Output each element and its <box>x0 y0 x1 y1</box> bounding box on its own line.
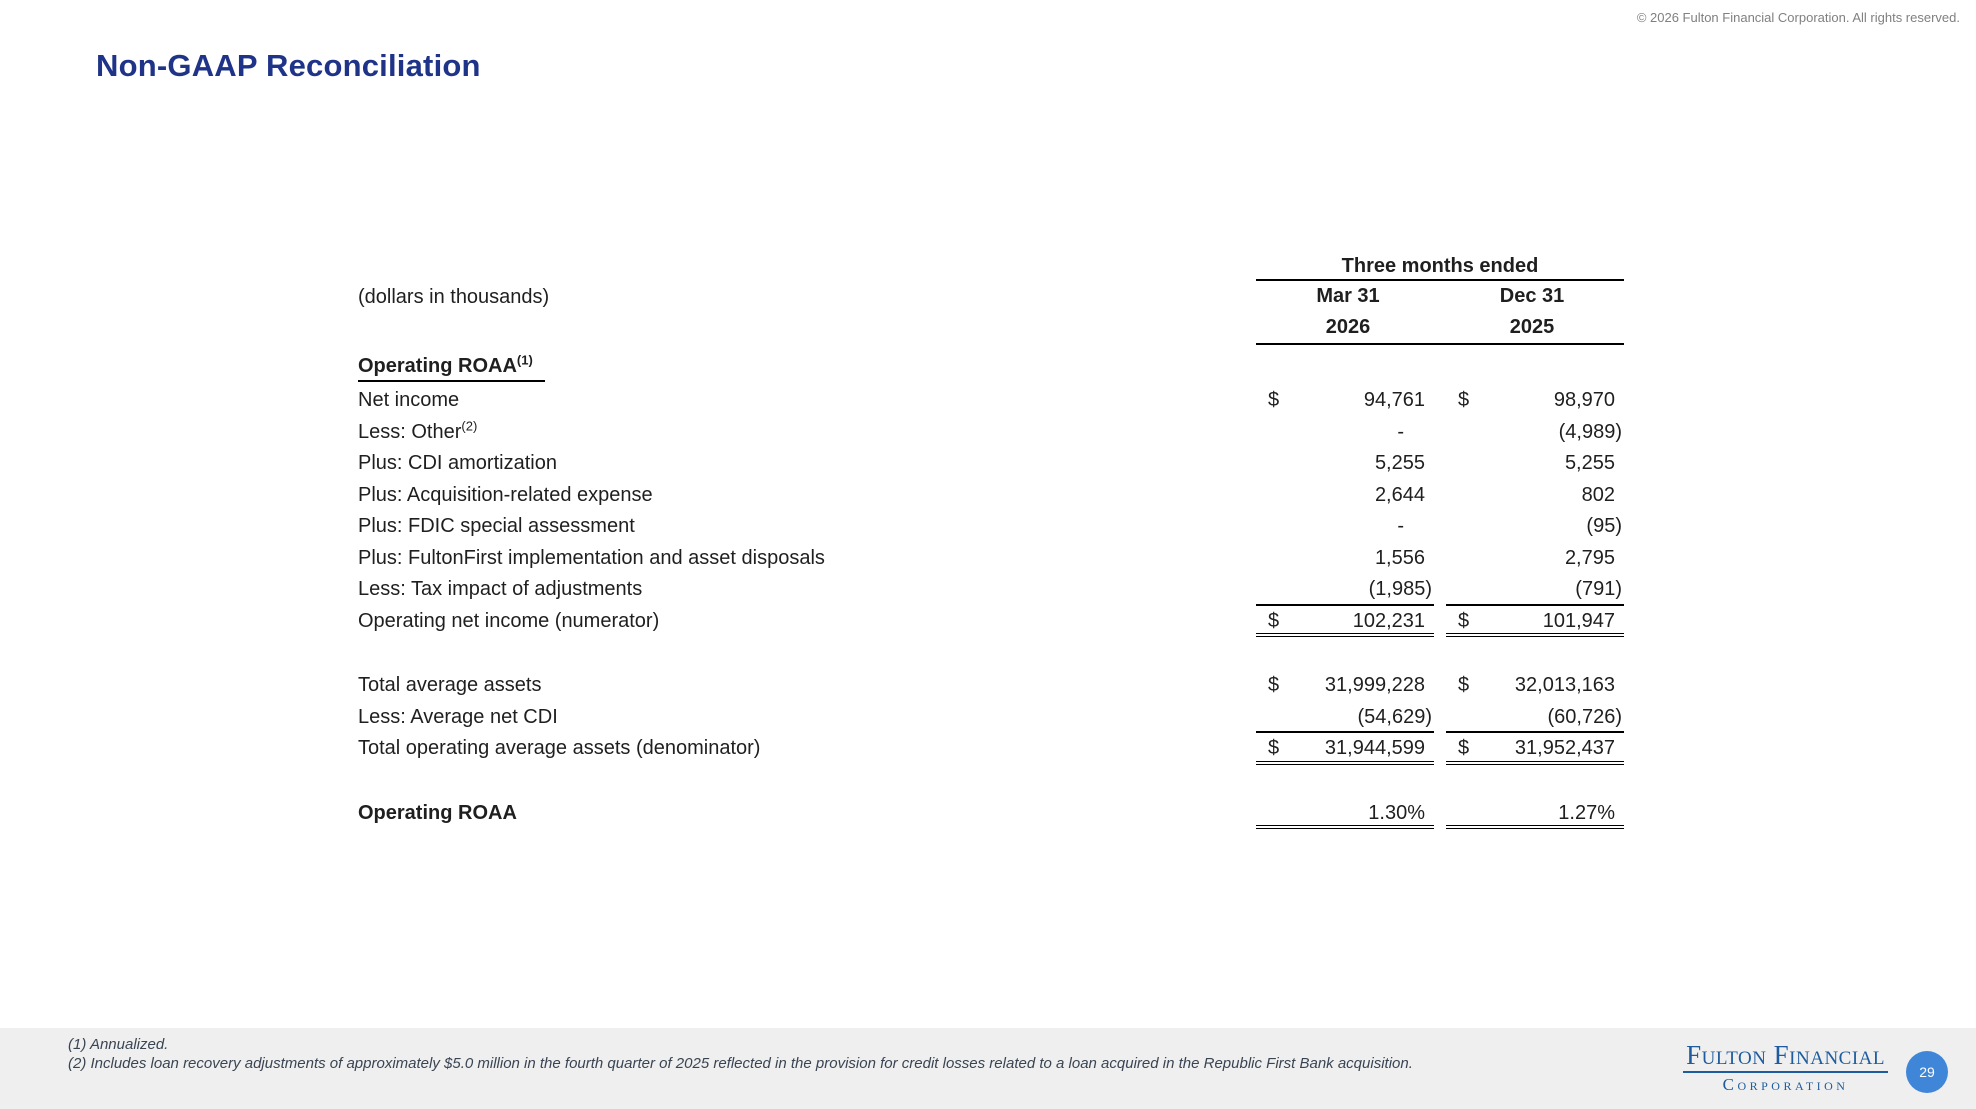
row-label: Plus: Acquisition-related expense <box>358 483 653 506</box>
column-gap <box>1434 480 1446 512</box>
dollar-sign <box>1256 798 1268 826</box>
footnotes <box>68 1035 1413 1073</box>
reconciliation-table <box>358 254 1624 829</box>
row-value-cell <box>1256 480 1434 512</box>
column-header-year: 2026 <box>1325 316 1371 338</box>
row-label: Total average assets <box>358 674 542 696</box>
row-label: Plus: CDI amortization <box>358 452 557 474</box>
dollar-sign: $ <box>1458 737 1470 759</box>
row-value-cell <box>1446 543 1624 575</box>
row-value: 802 <box>1581 483 1615 506</box>
table-spacer-row <box>358 765 1624 798</box>
column-gap <box>1434 606 1446 638</box>
row-label: Operating ROAA <box>358 801 517 824</box>
row-value-cell <box>1256 702 1434 734</box>
row-value: 102,231 <box>1352 609 1425 632</box>
row-value: 31,952,437 <box>1514 737 1615 759</box>
row-value: 1.30% <box>1368 801 1425 824</box>
dollar-sign <box>1446 448 1458 480</box>
row-value-cell <box>1256 511 1434 543</box>
row-value-cell <box>1446 733 1624 765</box>
units-label: (dollars in thousands) <box>358 286 550 308</box>
table-row <box>358 448 1624 480</box>
dollar-sign: $ <box>1268 389 1280 411</box>
row-value: (4,989) <box>1558 420 1622 443</box>
logo-subtitle: Corporation <box>1722 1075 1849 1094</box>
row-label: Net income <box>358 389 460 411</box>
row-value-cell <box>1446 417 1624 449</box>
dollar-sign: $ <box>1458 609 1470 632</box>
table-body <box>358 385 1624 829</box>
dollar-sign: $ <box>1268 674 1280 696</box>
table-row <box>358 733 1624 765</box>
table-row <box>358 798 1624 830</box>
dollar-sign: $ <box>1458 389 1470 411</box>
row-label: Plus: FDIC special assessment <box>358 515 635 537</box>
row-value: 31,944,599 <box>1324 737 1425 759</box>
dollar-sign <box>1256 511 1268 543</box>
row-value: 32,013,163 <box>1514 674 1615 696</box>
dollar-sign <box>1256 574 1268 604</box>
footnote-1: (1) Annualized. <box>68 1036 169 1053</box>
dollar-sign <box>1446 702 1458 732</box>
column-header-month: Dec 31 <box>1499 285 1565 307</box>
row-label: Plus: FultonFirst implementation and asset disposals <box>358 546 825 569</box>
dollar-sign: $ <box>1458 674 1470 696</box>
logo-name: Fulton Financial <box>1683 1040 1888 1073</box>
row-value-cell <box>1446 448 1624 480</box>
column-gap <box>1434 417 1446 449</box>
table-row <box>358 480 1624 512</box>
table-spacer-row <box>358 637 1624 670</box>
table-row <box>358 511 1624 543</box>
table-row <box>358 543 1624 575</box>
row-value-cell <box>1446 606 1624 638</box>
table-row <box>358 606 1624 638</box>
table-row <box>358 574 1624 606</box>
row-value: - <box>1397 515 1404 537</box>
row-value: 94,761 <box>1363 389 1425 411</box>
dollar-sign <box>1446 574 1458 604</box>
row-value-cell <box>1446 480 1624 512</box>
row-value: 5,255 <box>1564 452 1615 474</box>
dollar-sign <box>1256 480 1268 512</box>
column-header-month: Mar 31 <box>1316 285 1380 307</box>
page-number-badge: 29 <box>1906 1051 1948 1093</box>
month-header-row <box>1256 281 1624 312</box>
row-value: (791) <box>1575 578 1622 600</box>
dollar-sign <box>1446 543 1458 575</box>
table-header <box>358 254 1624 345</box>
column-gap <box>1434 798 1446 830</box>
footnote-marker: (1) <box>516 352 533 368</box>
row-value: (1,985) <box>1368 578 1432 600</box>
column-header-year: 2025 <box>1509 316 1555 338</box>
column-gap <box>1434 511 1446 543</box>
row-value: (54,629) <box>1357 705 1432 728</box>
copyright-text: © 2026 Fulton Financial Corporation. All rights reserved. <box>1636 10 1960 25</box>
column-gap <box>1434 702 1446 734</box>
section-heading: Operating ROAA$^{(1)}$ <box>358 353 545 382</box>
period-header-block <box>1256 254 1624 345</box>
row-value-cell <box>1446 702 1624 734</box>
row-label: Less: Average net CDI <box>358 705 558 728</box>
year-header-row <box>1256 312 1624 345</box>
row-label: Total operating average assets (denominator) <box>358 737 761 759</box>
row-label: Less: Tax impact of adjustments <box>358 578 643 600</box>
table-row <box>358 670 1624 702</box>
row-label: Operating net income (numerator) <box>358 609 660 632</box>
row-value: 1.27% <box>1558 801 1615 824</box>
row-value-cell <box>1256 798 1434 830</box>
row-label: Less: Other$^{(2)}$ <box>358 417 478 443</box>
column-gap <box>1434 733 1446 765</box>
row-value-cell <box>1446 798 1624 830</box>
row-value-cell <box>1446 511 1624 543</box>
row-value: 5,255 <box>1374 452 1425 474</box>
footnote-2: (2) Includes loan recovery adjustments of approximately $5.0 million in the fourth quarter of 2025 reflected in the provision for credit losses related to a loan acquired in the Republic First Bank acquisition. <box>68 1055 1413 1072</box>
row-value: 2,644 <box>1374 483 1425 506</box>
row-value: 98,970 <box>1553 389 1615 411</box>
row-value-cell <box>1256 574 1434 606</box>
row-value-cell <box>1256 385 1434 417</box>
row-value: 31,999,228 <box>1324 674 1425 696</box>
row-value: 2,795 <box>1564 546 1615 569</box>
row-value: (95) <box>1586 515 1622 537</box>
table-row <box>358 417 1624 449</box>
column-gap <box>1434 670 1446 702</box>
dollar-sign: $ <box>1268 609 1280 632</box>
section-heading-row <box>358 353 1624 385</box>
row-value-cell <box>1256 733 1434 765</box>
row-value: 101,947 <box>1542 609 1615 632</box>
row-value: - <box>1397 420 1404 443</box>
period-header: Three months ended <box>1256 254 1624 281</box>
dollar-sign <box>1256 543 1268 575</box>
dollar-sign <box>1256 702 1268 732</box>
row-value: 1,556 <box>1374 546 1425 569</box>
row-value-cell <box>1256 448 1434 480</box>
fulton-financial-logo <box>1683 1040 1888 1095</box>
dollar-sign <box>1446 480 1458 512</box>
row-value-cell <box>1446 670 1624 702</box>
column-gap <box>1434 574 1446 606</box>
dollar-sign <box>1446 798 1458 826</box>
row-value-cell <box>1256 670 1434 702</box>
dollar-sign <box>1446 511 1458 543</box>
row-value-cell <box>1446 574 1624 606</box>
row-value-cell <box>1256 417 1434 449</box>
dollar-sign <box>1256 417 1268 449</box>
row-value: (60,726) <box>1547 705 1622 728</box>
table-row <box>358 702 1624 734</box>
row-value-cell <box>1256 543 1434 575</box>
column-gap <box>1434 543 1446 575</box>
page-title: Non-GAAP Reconciliation <box>96 48 481 83</box>
table-row <box>358 385 1624 417</box>
dollar-sign <box>1256 448 1268 480</box>
dollar-sign: $ <box>1268 737 1280 759</box>
dollar-sign <box>1446 417 1458 449</box>
row-value-cell <box>1446 385 1624 417</box>
row-value-cell <box>1256 606 1434 638</box>
footnote-marker: (2) <box>461 417 478 433</box>
column-gap <box>1434 385 1446 417</box>
column-gap <box>1434 448 1446 480</box>
footer-bar <box>0 1028 1976 1109</box>
